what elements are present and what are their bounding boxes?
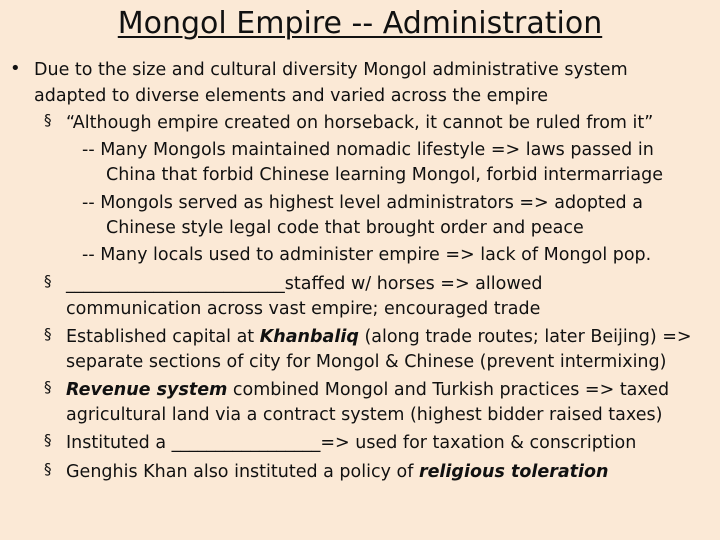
sub-bullet-marker: § <box>44 460 52 478</box>
revenue-line-1 <box>66 378 669 402</box>
toleration-line <box>66 460 609 484</box>
main-bullet-line-1: Due to the size and cultural diversity Mongol administrative system <box>34 60 628 80</box>
main-bullet-line-2: adapted to diverse elements and varied across the empire <box>34 86 549 106</box>
postal-line-1: _________________________staffed w/ horses => allowed <box>66 274 543 294</box>
revenue-text-post: combined Mongol and Turkish practices => taxed <box>227 380 670 400</box>
detail-nomadic-line-2: China that forbid Chinese learning Mongol, forbid intermarriage <box>106 165 663 185</box>
census-line: Instituted a _________________=> used for taxation & conscription <box>66 433 637 453</box>
postal-line-2: communication across vast empire; encouraged trade <box>66 299 541 319</box>
sub-bullet-marker: § <box>44 431 52 449</box>
capital-name: Khanbaliq <box>259 327 359 347</box>
sub-bullet-marker: § <box>44 325 52 343</box>
bullet-marker: • <box>10 58 21 79</box>
toleration-text-pre: Genghis Khan also instituted a policy of <box>66 462 419 482</box>
slide-title: Mongol Empire -- Administration <box>117 6 603 41</box>
sub-bullet-marker: § <box>44 111 52 129</box>
capital-line-1 <box>66 325 692 349</box>
capital-text-post: (along trade routes; later Beijing) => <box>358 327 692 347</box>
detail-administrators-line-1: -- Mongols served as highest level administrators => adopted a <box>82 193 643 213</box>
sub-bullet-marker: § <box>44 378 52 396</box>
detail-locals-line: -- Many locals used to administer empire => lack of Mongol pop. <box>82 245 652 265</box>
capital-text-pre: Established capital at <box>66 327 260 347</box>
capital-line-2: separate sections of city for Mongol & Chinese (prevent intermixing) <box>66 352 667 372</box>
revenue-system-term: Revenue system <box>66 380 228 400</box>
horseback-quote: “Although empire created on horseback, it cannot be ruled from it” <box>66 113 654 133</box>
religious-toleration-term: religious toleration <box>418 462 609 482</box>
revenue-line-2: agricultural land via a contract system (highest bidder raised taxes) <box>66 405 663 425</box>
detail-nomadic-line-1: -- Many Mongols maintained nomadic lifestyle => laws passed in <box>82 140 654 160</box>
sub-bullet-marker: § <box>44 272 52 290</box>
detail-administrators-line-2: Chinese style legal code that brought order and peace <box>106 218 584 238</box>
